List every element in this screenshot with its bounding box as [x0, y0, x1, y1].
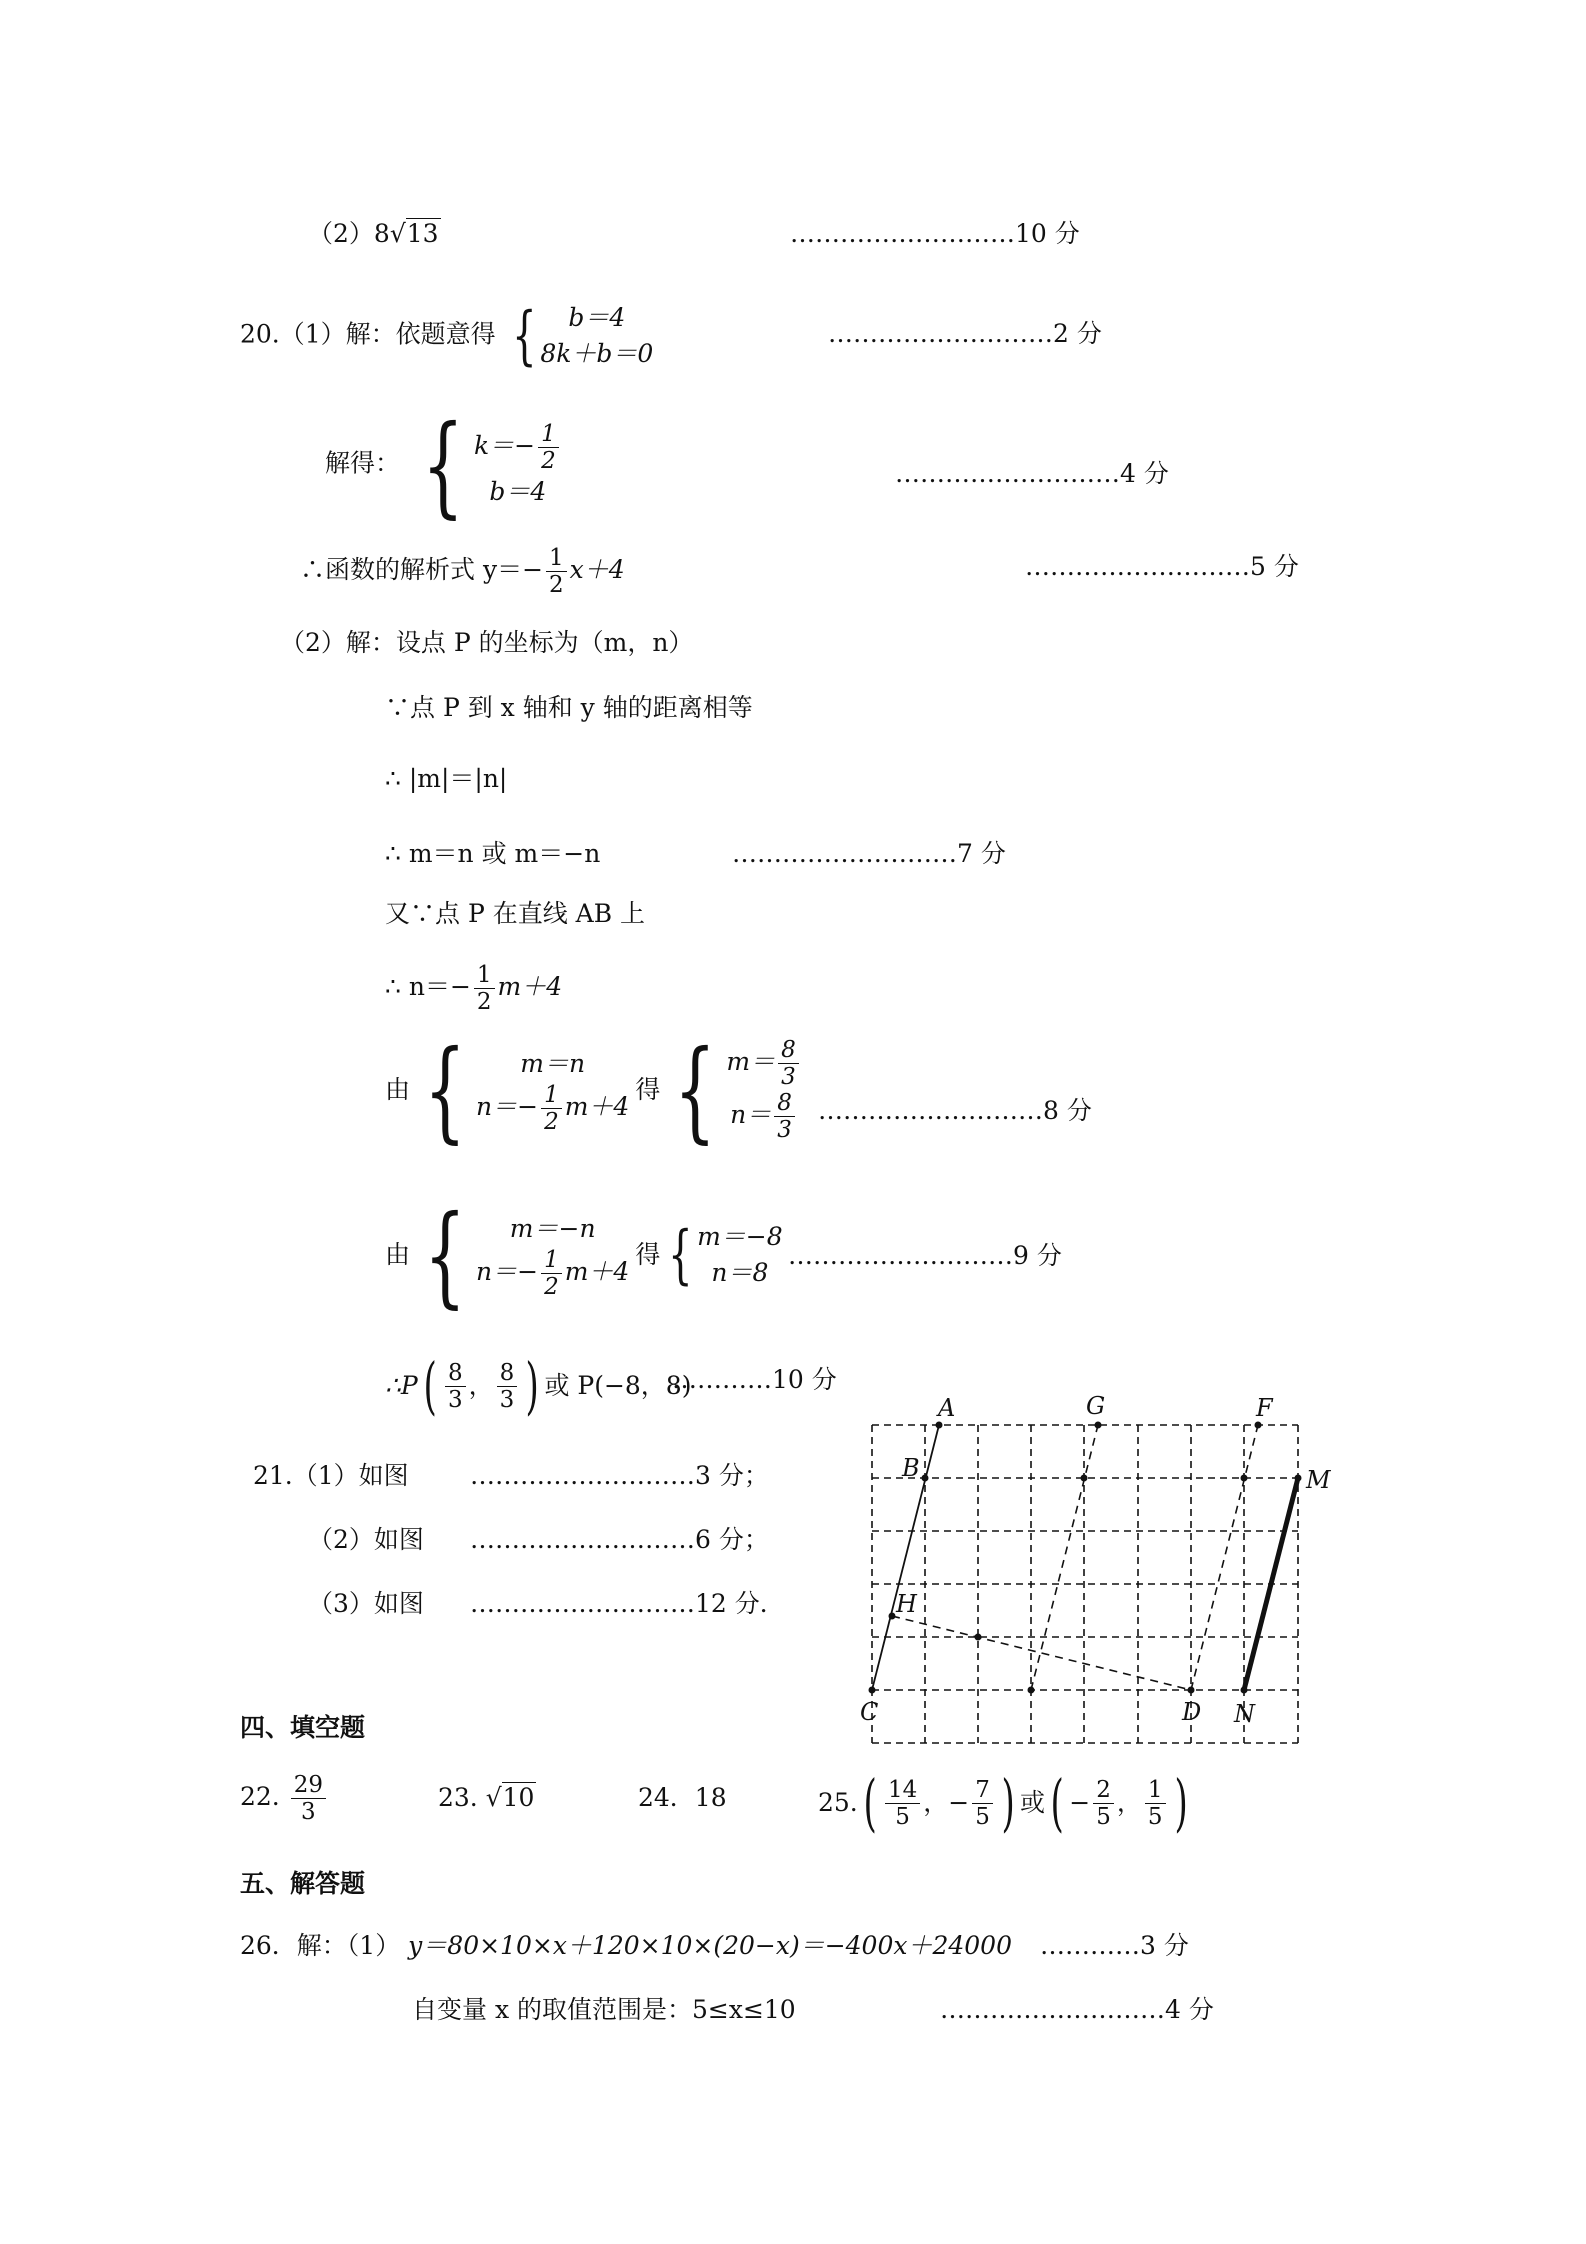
fraction: $\frac{1}{2}$ — [474, 962, 495, 1015]
brace-icon: { — [674, 1026, 717, 1154]
system-row: n＝− $\frac{1}{2}$ m＋4 — [476, 1246, 630, 1300]
q20-therefore2-score: ………………………7 分 — [732, 839, 1006, 868]
section4-title: 四、填空题 — [240, 1713, 366, 1742]
paren-icon: ) — [1173, 1766, 1188, 1839]
label-g: G — [1086, 1392, 1106, 1420]
function-label: ∴函数的解析式 y＝− — [300, 555, 544, 584]
q20-because1: ∵点 P 到 x 轴和 y 轴的距离相等 — [385, 693, 753, 722]
system-row: n＝8 — [711, 1258, 769, 1287]
paren-icon: ( — [423, 1349, 437, 1422]
brace-icon: { — [668, 1218, 693, 1292]
q26-label: 26．解：（1） — [240, 1931, 401, 1960]
q23-label: 23. — [438, 1783, 478, 1812]
fraction: $\frac{1}{2}$ — [546, 545, 567, 598]
system-row: n＝ $\frac{8}{3}$ — [726, 1090, 801, 1143]
q25-expression: 25. ( $\frac{14}{5}$ ，− $\frac{7}{5}$ ) 或 ( − $\frac{2}{5}$ ， $\frac{1}{5}$ ) — [818, 1766, 1188, 1839]
q25-label: 25. — [818, 1788, 858, 1817]
system-row: m＝ $\frac{8}{3}$ — [726, 1037, 801, 1090]
sqrt-sign: √10 — [485, 1783, 535, 1812]
case2-pre: 由 — [385, 1240, 411, 1269]
q19-part2-label: （2）8 — [308, 219, 390, 248]
fill-q22 — [240, 1772, 329, 1825]
q21-line2-score: ………………………6 分； — [470, 1525, 769, 1554]
q21-line2: （2）如图 — [308, 1525, 424, 1554]
paren-icon: ( — [863, 1766, 877, 1839]
fraction: $\frac{29}{3}$ — [291, 1772, 326, 1825]
q20-part1-score: ………………………2 分 — [828, 319, 1102, 348]
label-n: N — [1234, 1700, 1255, 1728]
q26-line1-score: …………3 分 — [1040, 1931, 1189, 1960]
system-row: b＝4 — [489, 476, 547, 506]
construction-lines — [892, 1425, 1258, 1690]
label-d: D — [1182, 1698, 1202, 1726]
label-b: B — [902, 1454, 920, 1482]
q21-line1: 21.（1）如图 — [253, 1461, 409, 1490]
q19-part2-score: ………………………10 分 — [790, 219, 1080, 248]
system-row: m＝n — [520, 1048, 586, 1078]
case1-pre: 由 — [385, 1075, 411, 1104]
fill-q23 — [438, 1782, 536, 1814]
q21-line3: （3）如图 — [308, 1589, 424, 1618]
q20-case2-score: ………………………9 分 — [788, 1241, 1062, 1270]
points — [869, 1422, 1302, 1694]
brace-icon: { — [511, 299, 537, 373]
brace-icon: { — [421, 401, 464, 529]
q20-therefore2: ∴ m＝n 或 m＝−n — [385, 839, 601, 868]
label-f: F — [1256, 1394, 1273, 1422]
case2-mid: 得 — [635, 1240, 661, 1269]
q20-final-score: …………10 分 — [672, 1365, 837, 1394]
q20-solve-score: ………………………4 分 — [895, 459, 1169, 488]
brace-icon: { — [424, 1191, 467, 1319]
therefore3-pre: ∴ n＝− — [385, 972, 471, 1001]
paren-icon: ( — [1050, 1766, 1064, 1839]
fill-q24: 24．18 — [638, 1783, 727, 1812]
line-mn — [1244, 1478, 1298, 1690]
q26-line2-score: ………………………4 分 — [940, 1995, 1214, 2024]
final-mid: 或 P(−8，8) — [544, 1371, 692, 1400]
case1-mid: 得 — [635, 1075, 661, 1104]
section5-title: 五、解答题 — [240, 1869, 366, 1898]
system-row: k＝− $\frac{1}{2}$ — [474, 421, 562, 474]
label-a: A — [938, 1394, 956, 1422]
fill-q25 — [818, 1766, 1193, 1839]
q20-part2-label: （2）解：设点 P 的坐标为（m，n） — [280, 628, 694, 657]
q22-label: 22. — [240, 1782, 280, 1811]
system-row: m＝−8 — [697, 1222, 783, 1251]
brace-icon: { — [424, 1026, 467, 1154]
q21-line3-score: ………………………12 分． — [470, 1589, 785, 1618]
system-row: b＝4 — [568, 303, 626, 332]
function-tail: x＋4 — [569, 555, 625, 584]
q26-equation: y＝80×10×x＋120×10×(20−x)＝−400x＋24000 — [408, 1931, 1012, 1960]
q25-or: 或 — [1020, 1788, 1046, 1817]
q21-line1-score: ………………………3 分； — [470, 1461, 769, 1490]
therefore3-post: m＋4 — [497, 972, 563, 1001]
paren-icon: ) — [525, 1349, 539, 1422]
grid-lines — [872, 1425, 1298, 1743]
solve-label: 解得： — [325, 448, 401, 478]
system-row: 8k＋b＝0 — [540, 339, 654, 368]
system-row: n＝− $\frac{1}{2}$ m＋4 — [476, 1081, 630, 1135]
q26-line2: 自变量 x 的取值范围是：5≤x≤10 — [412, 1995, 796, 2024]
final-pre: ∴P — [385, 1371, 418, 1400]
q26-line1 — [240, 1930, 1012, 1962]
label-m: M — [1306, 1466, 1331, 1494]
q20-therefore1: ∴ |m|＝|n| — [385, 764, 508, 793]
paren-icon: ) — [1001, 1766, 1015, 1839]
q20-function-score: ………………………5 分 — [1025, 552, 1299, 581]
label-h: H — [896, 1590, 917, 1618]
q20-because2: 又∵点 P 在直线 AB 上 — [385, 899, 646, 928]
label-c: C — [860, 1698, 879, 1726]
q20-case1-score: ………………………8 分 — [818, 1096, 1092, 1125]
final-expression: ∴P ( $\frac{8}{3}$ ， $\frac{8}{3}$ ) 或 P(−8，8) — [385, 1349, 692, 1422]
q20-part1-label: 20.（1）解：依题意得 — [240, 319, 496, 349]
sqrt-sign: √13 — [389, 219, 439, 248]
system-row: m＝−n — [509, 1213, 596, 1243]
